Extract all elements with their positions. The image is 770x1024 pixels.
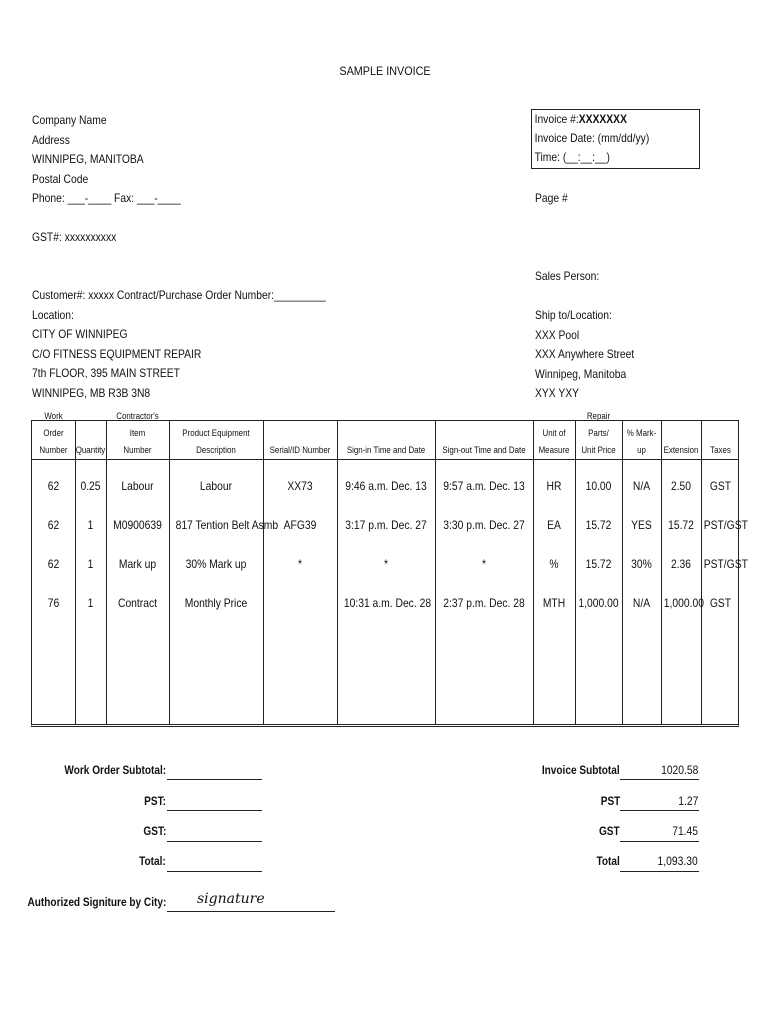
cell-quantity: 1 [87, 596, 94, 610]
cell-markup: YES [631, 518, 652, 532]
cell-description: Labour [199, 479, 233, 493]
cell-unit-price: 15.72 [585, 557, 612, 571]
cell-sign-out: 2:37 p.m. Dec. 28 [443, 596, 525, 610]
company-block [32, 111, 205, 209]
pst-label-left: PST: [144, 794, 166, 808]
header-unit [536, 423, 573, 459]
header-taxes [703, 423, 737, 459]
gst-label-left: GST: [143, 824, 166, 838]
header-text: Quantity [75, 445, 106, 455]
customer-name: CITY OF WINNIPEG [32, 327, 128, 341]
invoice-info-box [531, 109, 700, 169]
location-label: Location: [32, 307, 74, 322]
cell-item-number: M0900639 [113, 518, 162, 532]
customer-number: Customer#: xxxxx Contract/Purchase Order Number:_________ [32, 288, 326, 302]
column-divider [575, 421, 576, 724]
header-text: Number [123, 445, 152, 455]
cell-markup: N/A [632, 596, 651, 610]
invoice-number: Invoice #:XXXXXXX [534, 112, 627, 126]
cell-sign-out: 3:30 p.m. Dec. 27 [443, 518, 525, 532]
total-label-left: Total: [139, 854, 166, 868]
total-value: 1,093.30 [657, 854, 698, 868]
line-items-table [31, 411, 748, 727]
customer-city: WINNIPEG, MB R3B 3N8 [32, 385, 151, 400]
cell-serial: AFG39 [283, 518, 317, 532]
cell-extension: 1,000.00 [663, 596, 704, 610]
header-text: Sign-out Time and Date [442, 445, 526, 455]
customer-block [32, 286, 374, 403]
header-sign-out [441, 423, 527, 459]
cell-taxes: GST [709, 479, 732, 493]
header-text: Measure [538, 445, 570, 455]
cell-extension: 15.72 [668, 518, 694, 532]
header-text [270, 425, 331, 442]
header-text: Contractor's Item [116, 411, 159, 438]
invoice-subtotal-value: 1020.58 [660, 763, 698, 777]
pst-label-right: PST [600, 794, 620, 808]
customer-co: C/O FITNESS EQUIPMENT REPAIR [32, 346, 202, 361]
cell-work-order: 62 [47, 479, 60, 493]
company-address: Address [32, 132, 70, 147]
pst-field-left[interactable] [167, 810, 262, 811]
cell-markup: N/A [632, 479, 651, 493]
work-order-subtotal-label: Work Order Subtotal: [64, 763, 166, 777]
header-text [664, 425, 699, 442]
column-divider [106, 421, 107, 724]
signature-image: signature [197, 891, 265, 907]
cell-work-order: 62 [47, 557, 60, 571]
header-work-order [35, 411, 73, 459]
company-phone-fax: Phone: ___-____ Fax: ___-____ [32, 191, 181, 205]
header-serial [267, 423, 332, 459]
header-text: Description [196, 445, 236, 455]
cell-description: 817 Tention Belt Asmb [175, 518, 279, 532]
ship-to-postal: XYX YXY [535, 386, 579, 400]
cell-serial [268, 594, 332, 612]
cell-unit: HR [546, 479, 562, 493]
total-field-left[interactable] [167, 871, 262, 872]
customer-street: 7th FLOOR, 395 MAIN STREET [32, 366, 180, 380]
cell-taxes: PST/GST [703, 557, 748, 571]
cell-item-number: Mark up [118, 557, 157, 571]
ship-to-street: XXX Anywhere Street [535, 347, 635, 361]
header-sign-in [343, 423, 429, 459]
header-text [710, 425, 731, 442]
cell-work-order: 62 [47, 518, 60, 532]
header-text: Serial/ID Number [269, 445, 331, 455]
header-quantity [77, 423, 104, 459]
authorized-signature-label: Authorized Signiture by City: [27, 895, 166, 909]
ship-to-block [535, 306, 650, 404]
gst-underline [620, 841, 699, 842]
gst-field-left[interactable] [167, 841, 262, 842]
header-extension [663, 423, 698, 459]
cell-sign-in: * [383, 557, 389, 571]
sales-person: Sales Person: [535, 269, 600, 283]
header-text: Taxes [710, 445, 731, 455]
cell-markup: 30% [631, 557, 652, 571]
cell-sign-out: 9:57 a.m. Dec. 13 [443, 479, 525, 493]
cell-taxes: GST [709, 596, 732, 610]
header-text [442, 425, 525, 442]
header-text [76, 425, 106, 442]
invoice-time: Time: (__:__:__) [534, 150, 610, 164]
cell-unit: MTH [542, 596, 566, 610]
column-divider [622, 421, 623, 724]
gst-value: 71.45 [672, 824, 698, 838]
cell-work-order: 76 [47, 596, 60, 610]
company-name: Company Name [32, 113, 107, 127]
header-text: Unit of [542, 428, 566, 438]
invoice-subtotal-underline [620, 779, 699, 780]
signature-line[interactable] [167, 911, 335, 912]
cell-unit-price: 15.72 [585, 518, 612, 532]
cell-unit: % [549, 557, 559, 571]
company-postal-code: Postal Code [32, 171, 89, 186]
column-divider [337, 421, 338, 724]
header-text: Product Equipment [182, 428, 250, 438]
total-label-right: Total [596, 854, 620, 868]
cell-taxes: PST/GST [703, 518, 748, 532]
cell-sign-in: 3:17 p.m. Dec. 27 [345, 518, 427, 532]
cell-extension: 2.50 [670, 479, 692, 493]
header-text [347, 425, 425, 442]
column-divider [701, 421, 702, 724]
invoice-subtotal-label: Invoice Subtotal [542, 763, 620, 777]
cell-quantity: 0.25 [80, 479, 101, 493]
column-divider [661, 421, 662, 724]
table-header-divider [32, 459, 738, 460]
cell-sign-in: 9:46 a.m. Dec. 13 [345, 479, 427, 493]
header-text: Work Order [43, 411, 64, 438]
ship-to-label: Ship to/Location: [535, 308, 612, 322]
header-text: Sign-in Time and Date [346, 445, 426, 455]
pst-underline [620, 810, 699, 811]
cell-item-number: Contract [117, 596, 157, 610]
header-markup [624, 423, 658, 459]
column-divider [169, 421, 170, 724]
invoice-date: Invoice Date: (mm/dd/yy) [534, 131, 650, 145]
cell-sign-in: 10:31 a.m. Dec. 28 [343, 596, 432, 610]
pst-value: 1.27 [677, 794, 698, 808]
column-divider [435, 421, 436, 724]
header-text: Extension [663, 445, 699, 455]
company-city: WINNIPEG, MANITOBA [32, 152, 144, 166]
column-divider [263, 421, 264, 724]
cell-quantity: 1 [87, 557, 94, 571]
header-item-number [110, 411, 165, 459]
ship-to-city: Winnipeg, Manitoba [535, 366, 627, 381]
cell-serial: XX73 [287, 479, 313, 493]
cell-extension: 2.36 [670, 557, 692, 571]
cell-description: 30% Mark up [185, 557, 247, 571]
header-text: Repair Parts/ [586, 411, 611, 438]
column-divider [75, 421, 76, 724]
header-description [175, 423, 258, 459]
cell-quantity: 1 [87, 518, 94, 532]
gst-label-right: GST [599, 824, 620, 838]
cell-item-number: Labour [121, 479, 154, 493]
ship-to-name: XXX Pool [535, 327, 580, 342]
cell-unit-price: 10.00 [585, 479, 612, 493]
header-text: % Mark-up [626, 428, 657, 455]
cell-description: Monthly Price [184, 596, 248, 610]
header-text: Unit Price [581, 445, 616, 455]
page-number: Page # [535, 191, 568, 205]
cell-sign-out: * [481, 557, 487, 571]
cell-unit: EA [547, 518, 561, 532]
gst-number: GST#: xxxxxxxxxx [32, 230, 117, 244]
work-order-subtotal-field[interactable] [167, 779, 262, 780]
cell-unit-price: 1,000.00 [578, 596, 619, 610]
total-underline [620, 871, 699, 872]
header-text: Number [39, 445, 68, 455]
cell-serial: * [297, 557, 303, 571]
document-title: SAMPLE INVOICE [339, 64, 431, 78]
header-unit-price [578, 411, 619, 459]
column-divider [533, 421, 534, 724]
header-text [624, 408, 658, 425]
